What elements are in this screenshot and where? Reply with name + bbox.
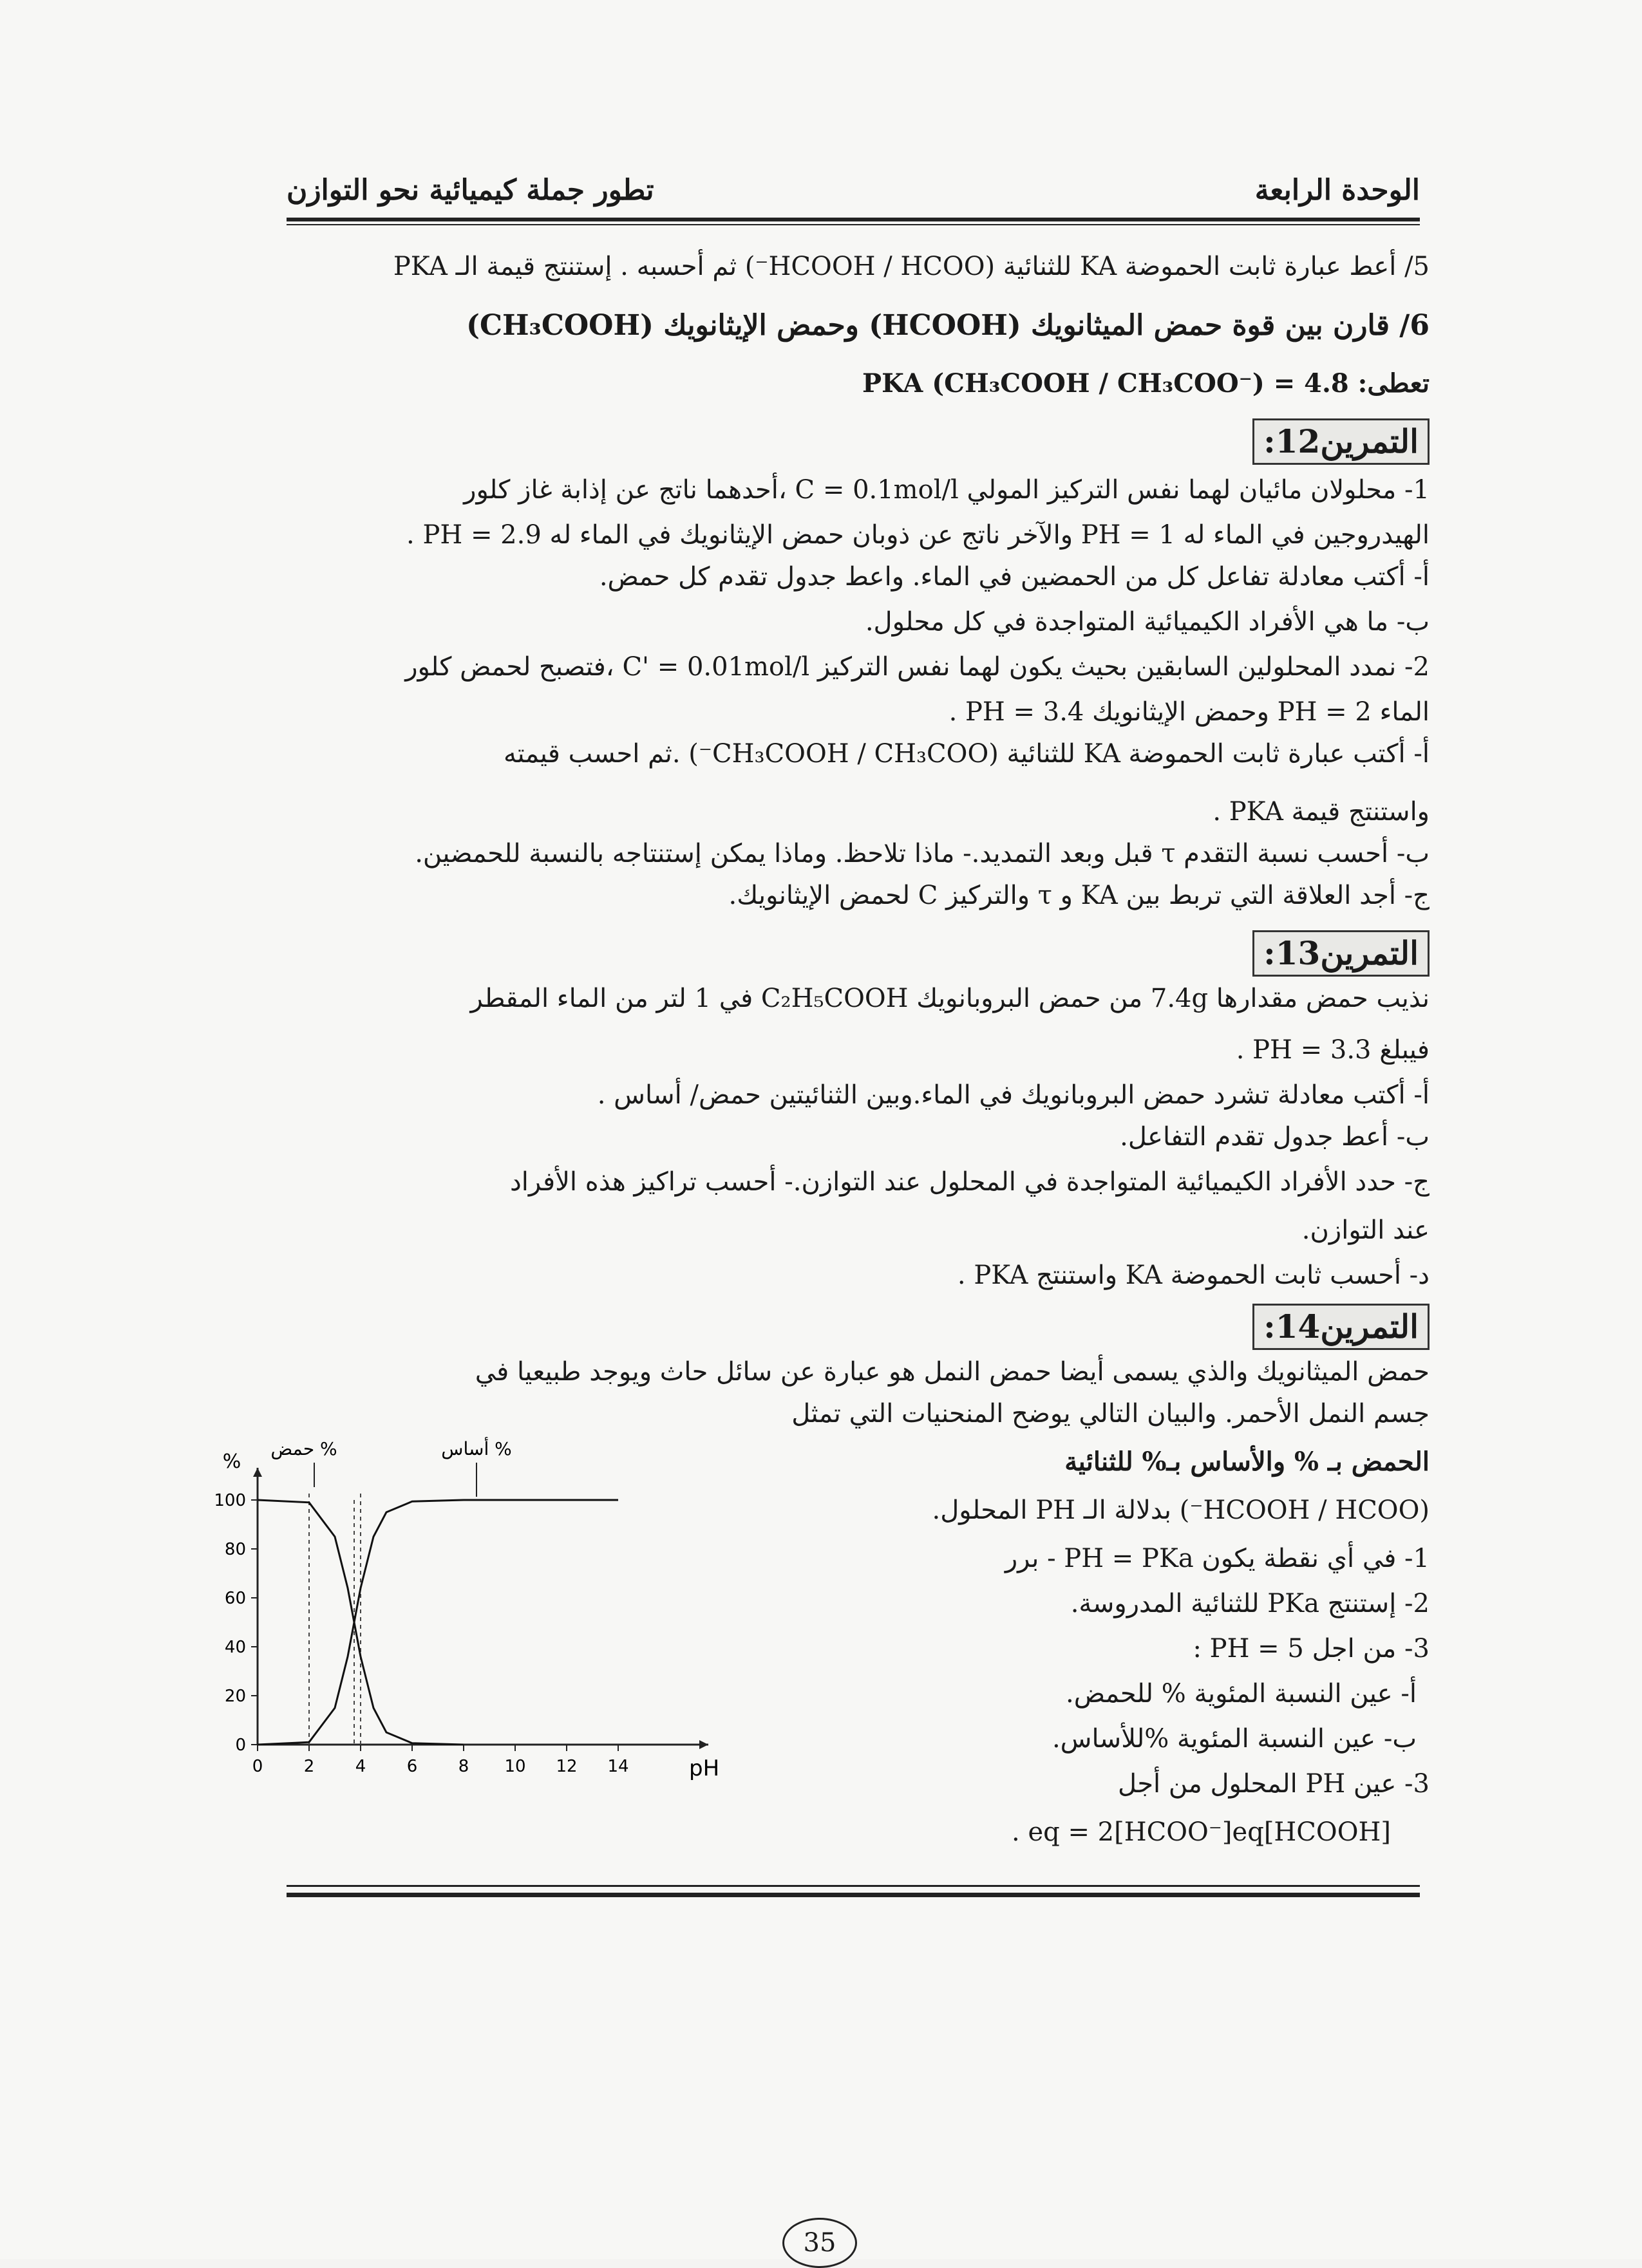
ex13-line: ب- أعط جدول تقدم التفاعل.: [1120, 1122, 1430, 1152]
page-number-text: 35: [803, 2228, 836, 2258]
ex14-line: جسم النمل الأحمر. والبيان التالي يوضح المنحنيات التي تمثل: [791, 1399, 1430, 1429]
x-tick-label: 6: [406, 1757, 418, 1776]
acid-annotation: حمض %: [270, 1438, 337, 1459]
ex12-line: 2- نمدد المحلولين السابقين بحيث يكون لهما نفس التركيز C' = 0.01mol/l ،فتصبح لحمض كلور: [405, 652, 1430, 682]
ex12-line: أ- أكتب معادلة تفاعل كل من الحمضين في الماء. واعط جدول تقدم كل حمض.: [599, 562, 1430, 592]
ex14-q: 3- عين PH المحلول من أجل: [1118, 1769, 1430, 1799]
y-tick-label: 0: [235, 1736, 246, 1755]
unit-label: الوحدة الرابعة: [1254, 174, 1420, 207]
x-tick-label: 14: [607, 1757, 629, 1776]
header-rule-thin: [287, 224, 1420, 225]
ex14-q: ب- عين النسبة المئوية %للأساس.: [1052, 1724, 1417, 1754]
y-tick-label: 100: [214, 1491, 246, 1510]
question-6: 6/ قارن بين قوة حمض الميثانويك (HCOOH) وحمض الإيثانويك (CH₃COOH): [466, 309, 1430, 342]
base-annotation: أساس %: [441, 1438, 512, 1459]
ex12-line: أ- أكتب عبارة ثابت الحموضة KA للثنائية (CH₃COOH / CH₃COO⁻) .ثم احسب قيمته: [504, 739, 1430, 769]
exercise-12-title: التمرين12:: [1252, 418, 1430, 465]
x-tick-label: 8: [458, 1757, 469, 1776]
x-axis-label: pH: [689, 1756, 720, 1781]
y-tick-label: 40: [224, 1638, 246, 1657]
exercise-13-title: التمرين13:: [1252, 930, 1430, 977]
ex12-line: واستنتج قيمة PKA .: [1213, 797, 1430, 827]
y-tick-label: 20: [224, 1687, 246, 1706]
y-axis-label: %: [222, 1450, 241, 1473]
y-tick-label: 60: [224, 1589, 246, 1608]
ex13-line: نذيب حمض مقدارها 7.4g من حمض البروبانويك C₂H₅COOH في 1 لتر من الماء المقطر: [470, 984, 1430, 1013]
ex14-q: أ- عين النسبة المئوية % للحمض.: [1066, 1679, 1417, 1709]
ex14-q: (HCOOH / HCOO⁻) بدلالة الـ PH المحلول.: [932, 1495, 1430, 1525]
ex12-line: الماء PH = 2 وحمض الإيثانويك PH = 3.4 .: [948, 697, 1430, 727]
footer-rule-thin: [287, 1885, 1420, 1887]
ex12-line: ب- ما هي الأفراد الكيميائية المتواجدة في كل محلول.: [865, 607, 1430, 637]
x-tick-label: 12: [556, 1757, 578, 1776]
exercise-14-title: التمرين14:: [1252, 1304, 1430, 1350]
page-number: [782, 2218, 857, 2268]
header-rule: [287, 218, 1420, 221]
ex12-line: الهيدروجين في الماء له PH = 1 والآخر ناتج عن ذوبان حمض الإيثانويك في الماء له PH = 2.9 .: [406, 520, 1430, 550]
chapter-title: تطور جملة كيميائية نحو التوازن: [287, 174, 654, 207]
ex14-q: 3- من اجل PH = 5 :: [1193, 1634, 1430, 1664]
given-data: تعطى: PKA (CH₃COOH / CH₃COO⁻) = 4.8: [862, 368, 1430, 398]
footer-rule: [287, 1893, 1420, 1897]
series-line-1: [258, 1500, 618, 1745]
series-line-0: [258, 1500, 464, 1745]
ex13-line: ج- حدد الأفراد الكيميائية المتواجدة في المحلول عند التوازن.- أحسب تراكيز هذه الأفراد: [509, 1167, 1430, 1197]
ex14-q: 2- إستنتج PKa للثنائية المدروسة.: [1070, 1589, 1430, 1618]
ex12-line: ب- أحسب نسبة التقدم τ قبل وبعد التمديد.- ماذا تلاحظ. وماذا يمكن إستنتاجه بالنسبة للحمضين.: [415, 839, 1430, 868]
ex14-line: حمض الميثانويك والذي يسمى أيضا حمض النمل هو عبارة عن سائل حاث ويوجد طبيعيا في: [475, 1357, 1430, 1387]
x-axis-arrow: [699, 1740, 708, 1749]
ex12-line: ج- أجد العلاقة التي تربط بين KA و τ والتركيز C لحمض الإيثانويك.: [728, 881, 1430, 910]
ex13-line: أ- أكتب معادلة تشرد حمض البروبانويك في الماء.وبين الثنائيتين حمض/ أساس .: [597, 1080, 1430, 1110]
y-tick-label: 80: [224, 1540, 246, 1559]
ex14-q: الحمض بـ % والأساس بـ% للثنائية: [1064, 1447, 1430, 1477]
x-tick-label: 10: [504, 1757, 526, 1776]
y-axis-arrow: [253, 1468, 262, 1477]
x-tick-label: 2: [303, 1757, 315, 1776]
ex14-q: [HCOOH]eq = 2[HCOO⁻]eq .: [1012, 1817, 1391, 1847]
question-5: 5/ أعط عبارة ثابت الحموضة KA للثنائية (HCOOH / HCOO⁻) ثم أحسبه . إستنتج قيمة الـ PKA: [393, 252, 1430, 281]
ex13-line: د- أحسب ثابت الحموضة KA واستنتج PKA .: [957, 1261, 1430, 1290]
x-tick-label: 0: [252, 1757, 263, 1776]
ex14-q: 1- في أي نقطة يكون PH = PKa - برر: [1005, 1544, 1430, 1573]
ex13-line: عند التوازن.: [1301, 1215, 1430, 1245]
x-tick-label: 4: [355, 1757, 366, 1776]
ex13-line: فيبلغ PH = 3.3 .: [1236, 1035, 1430, 1065]
percentage-vs-ph-chart: [193, 1429, 798, 1815]
header: [287, 174, 1420, 212]
ex12-line: 1- محلولان مائيان لهما نفس التركيز المولي C = 0.1mol/l ،أحدهما ناتج عن إذابة غاز كلور: [464, 475, 1430, 505]
